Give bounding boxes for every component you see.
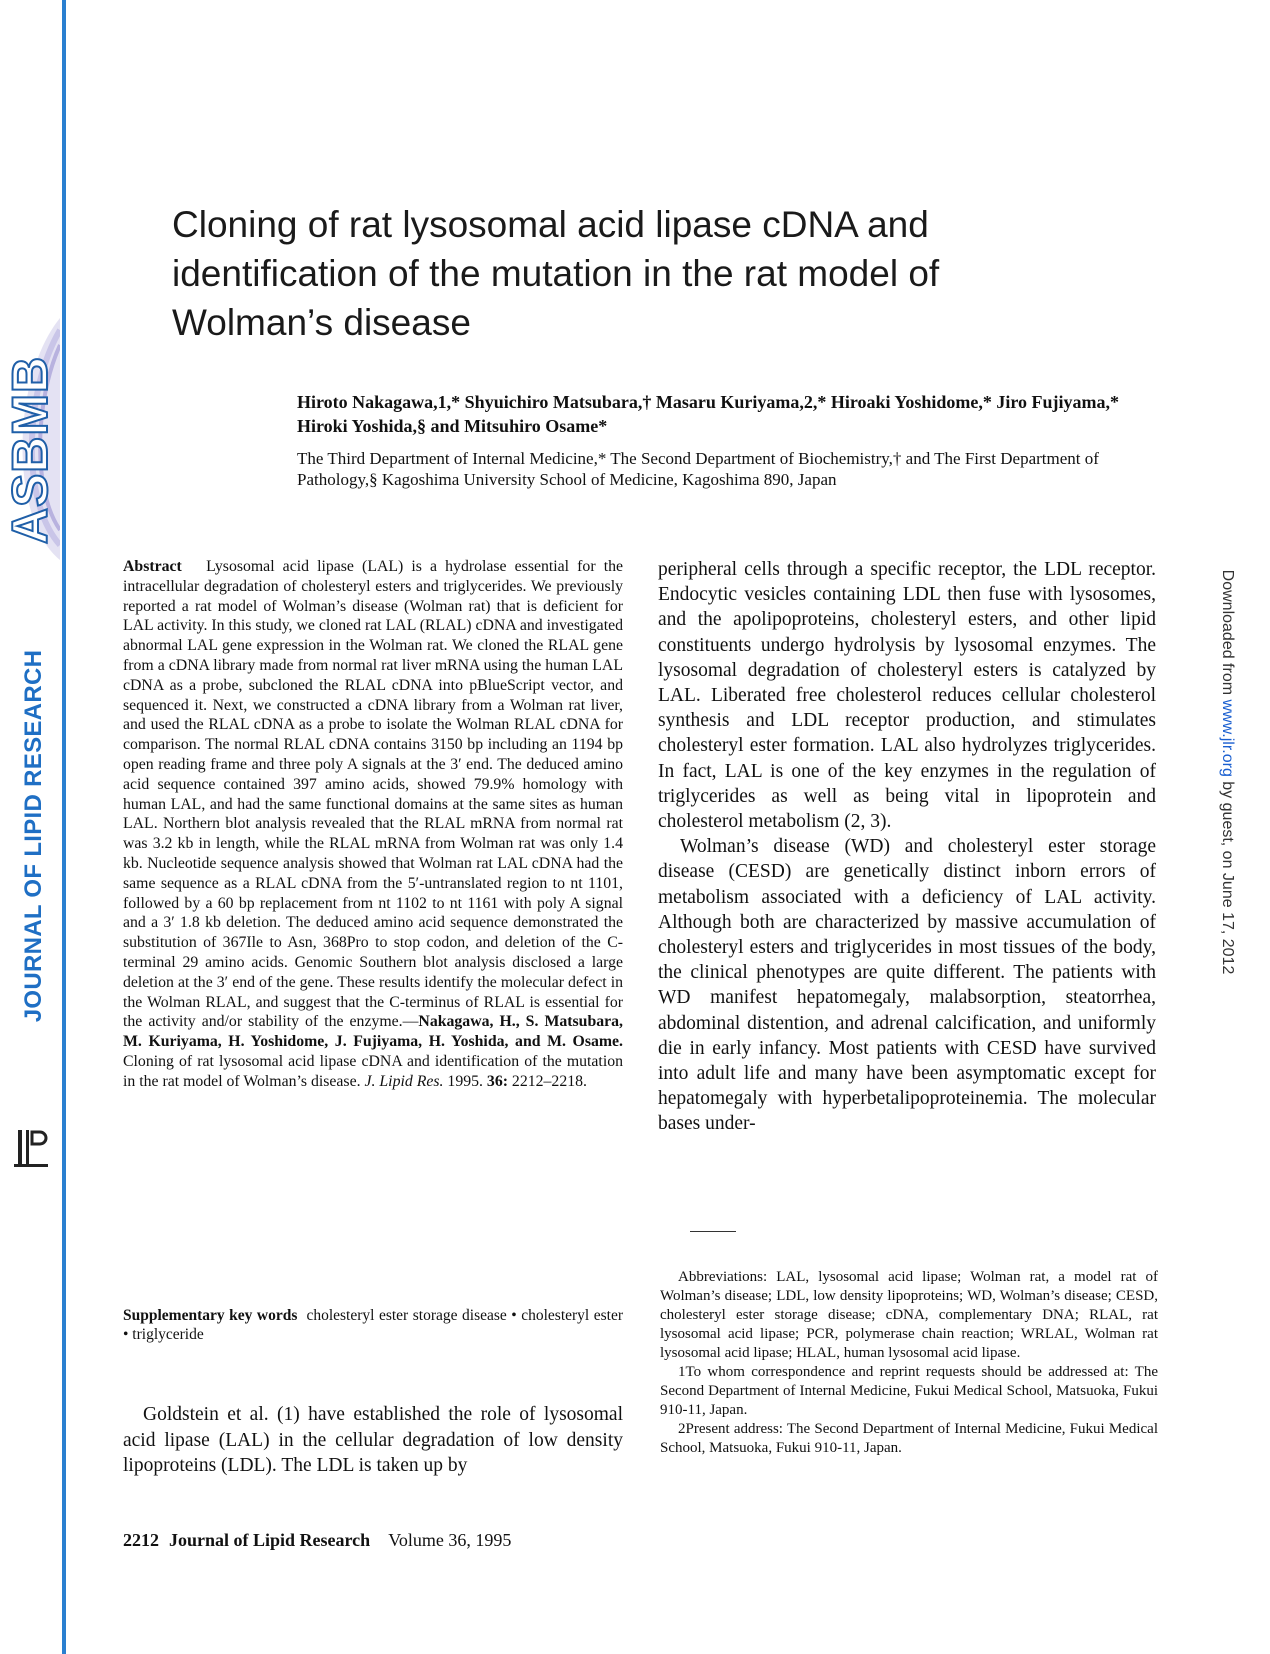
footer-volume: Volume 36, 1995 <box>388 1530 512 1550</box>
body-paragraph-1: peripheral cells through a specific receptor, the LDL receptor. Endocytic vesicles containing LDL then fuse with lysosomes, and the apolipoproteins, cholesteryl esters, and other lipid constituents undergo hydrolysis by lysosomal enzymes. The lysosomal degradation of cholesteryl esters is catalyzed by LAL. Liberated free cholesterol reduces cellular cholesterol synthesis and LDL receptor production, and stimulates cholesteryl ester formation. LAL also hydrolyzes triglycerides. In fact, LAL is one of the key enzymes in the regulation of triglycerides as well as being vital in lipoprotein and cholesterol metabolism (2, 3). <box>658 559 1156 833</box>
abbreviations-footnote: Abbreviations: LAL, lysosomal acid lipase; Wolman rat, a model rat of Wolman’s disease; LDL, low density lipoproteins; WD, Wolman’s disease; CESD, cholesteryl ester storage disease; cDNA, complementary DNA; RLAL, rat lysosomal acid lipase; PCR, polymerase chain reaction; WRLAL, Wolman rat lysosomal acid lipase; HLAL, human lysosomal acid lipase. <box>660 1269 1158 1361</box>
keywords-label: Supplementary key words <box>123 1307 298 1324</box>
abstract <box>123 557 623 1092</box>
jlr-link[interactable]: www.jlr.org <box>1219 699 1236 777</box>
journal-name-vertical: JOURNAL OF LIPID RESEARCH <box>20 649 47 1023</box>
asbmb-logo: ASBMB <box>2 355 58 545</box>
affiliation: The Third Department of Internal Medicine,* The Second Department of Biochemistry,† and The First Department of Pathology,§ Kagoshima University School of Medicine, Kagoshima 890, Japan <box>297 449 1099 489</box>
citation-journal: J. Lipid Res. <box>364 1072 444 1090</box>
citation-authors: Nakagawa, H., S. Matsubara, M. Kuriyama, H. Yoshidome, J. Fujiyama, H. Yoshida, and M. Osame. <box>123 1013 623 1051</box>
left-border-bar <box>62 0 66 1654</box>
footnote-rule <box>690 1231 736 1232</box>
citation-volume: 36: <box>486 1072 508 1090</box>
article-title: Cloning of rat lysosomal acid lipase cDNA and identification of the mutation in the rat model of Wolman’s disease <box>172 204 940 343</box>
page-footer <box>123 1530 511 1551</box>
footnote-1: 1To whom correspondence and reprint requests should be addressed at: The Second Department of Internal Medicine, Fukui Medical School, Matsuoka, Fukui 910-11, Japan. <box>660 1364 1158 1418</box>
author-list: Hiroto Nakagawa,1,* Shyuichiro Matsubara,† Masaru Kuriyama,2,* Hiroaki Yoshidome,* Jiro Fujiyama,* Hiroki Yoshida,§ and Mitsuhiro Osame* <box>297 392 1120 436</box>
page-number: 2212 <box>123 1530 159 1550</box>
keywords-text: cholesteryl ester storage disease • cholesteryl ester • triglyceride <box>123 1307 624 1343</box>
download-notice <box>1218 570 1236 975</box>
footer-journal: Journal of Lipid Research <box>169 1530 371 1550</box>
citation-title: Cloning of rat lysosomal acid lipase cDNA and identification of the mutation in the rat model of Wolman’s disease. <box>123 1052 623 1090</box>
right-column-body <box>658 557 1156 1137</box>
citation-year: 1995. <box>443 1072 487 1090</box>
footnotes <box>660 1268 1158 1458</box>
body-paragraph-2: Wolman’s disease (WD) and cholesteryl ester storage disease (CESD) are genetically distinct inborn errors of metabolism associated with a deficiency of LAL activity. Although both are characterized by massive accumulation of cholesteryl esters and triglycerides in most tissues of the body, the clinical phenotypes are quite different. The patients with WD manifest hepatomegaly, malabsorption, steatorrhea, abdominal distention, and adrenal calcification, and uniformly die in early infancy. Most patients with CESD have survived into adult life and many have been asymptomatic except for hepatomegaly with hyperbetalipoproteinemia. The molecular bases under- <box>658 836 1156 1135</box>
intro-paragraph: Goldstein et al. (1) have established the role of lysosomal acid lipase (LAL) in the cellular degradation of low density lipoproteins (LDL). The LDL is taken up by <box>123 1404 623 1476</box>
footnote-2: 2Present address: The Second Department of Internal Medicine, Fukui Medical School, Matsuoka, Fukui 910-11, Japan. <box>660 1421 1158 1456</box>
download-prefix: Downloaded from <box>1219 569 1236 700</box>
keywords <box>123 1306 623 1344</box>
jlr-logo-icon <box>12 1128 52 1170</box>
download-suffix: by guest, on June 17, 2012 <box>1219 776 1236 975</box>
abstract-text: Lysosomal acid lipase (LAL) is a hydrolase essential for the intracellular degradation of cholesteryl esters and triglycerides. We previously reported a rat model of Wolman’s disease (Wolman rat) that is deficient for LAL activity. In this study, we cloned rat LAL (RLAL) cDNA and investigated abnormal LAL gene expression in the Wolman rat. We cloned the RLAL gene from a cDNA library made from normal rat liver mRNA using the human LAL cDNA as a probe, subcloned the RLAL cDNA into pBlueScript vector, and sequenced it. Next, we constructed a cDNA library from a Wolman rat liver, and used the RLAL cDNA as a probe to isolate the Wolman RLAL cDNA for comparison. The normal RLAL cDNA contains 3150 bp including an 1194 bp open reading frame and three poly A signals at the 3′ end. The deduced amino acid sequence contained 397 amino acids, showed 79.9% homology with human LAL, and had the same functional domains at the same sites as human LAL. Northern blot analysis revealed that the RLAL mRNA from normal rat was 3.2 kb in length, while the RLAL mRNA from Wolman rat was only 1.4 kb. Nucleotide sequence analysis showed that Wolman rat LAL cDNA had the same sequence as a RLAL cDNA from the 5′-untranslated region to nt 1101, followed by a 60 bp replacement from nt 1102 to nt 1161 with poly A signal and a 3′ 1.8 kb deletion. The deduced amino acid sequence demonstrated the substitution of 367Ile to Asn, 368Pro to stop codon, and deletion of the C-terminal 29 amino acids. Genomic Southern blot analysis disclosed a large deletion at the 3′ end of the gene. These results identify the molecular defect in the Wolman RLAL, and suggest that the C-terminus of RLAL is essential for the activity and/or stability of the enzyme.— <box>123 558 623 1031</box>
abstract-label: Abstract <box>123 558 182 575</box>
citation-pages: 2212–2218. <box>507 1072 587 1090</box>
